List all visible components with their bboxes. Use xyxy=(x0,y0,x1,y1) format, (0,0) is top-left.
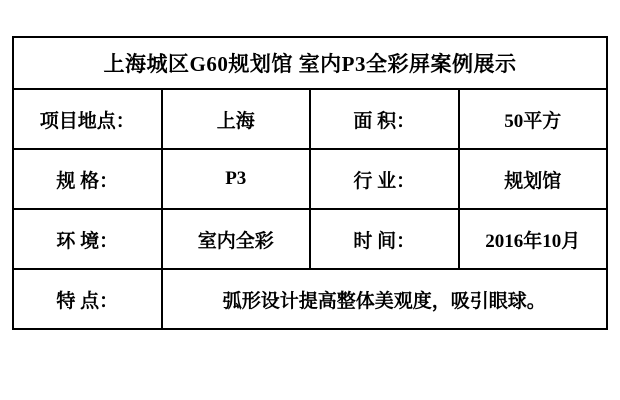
value-environment: 室内全彩 xyxy=(162,209,311,269)
table-row-title xyxy=(13,37,607,89)
label-specification: 规 格： xyxy=(13,149,162,209)
table-row xyxy=(13,209,607,269)
label-time: 时 间： xyxy=(310,209,459,269)
label-feature: 特 点： xyxy=(13,269,162,329)
table-row xyxy=(13,89,607,149)
value-area: 50平方 xyxy=(459,89,608,149)
project-spec-table xyxy=(12,36,608,330)
value-industry: 规划馆 xyxy=(459,149,608,209)
label-area: 面 积： xyxy=(310,89,459,149)
table-row xyxy=(13,149,607,209)
label-project-location: 项目地点： xyxy=(13,89,162,149)
value-project-location: 上海 xyxy=(162,89,311,149)
value-feature: 弧形设计提高整体美观度，吸引眼球。 xyxy=(162,269,608,329)
value-specification: P3 xyxy=(162,149,311,209)
value-time: 2016年10月 xyxy=(459,209,608,269)
table-row-feature xyxy=(13,269,607,329)
label-industry: 行 业： xyxy=(310,149,459,209)
page-title: 上海城区G60规划馆 室内P3全彩屏案例展示 xyxy=(13,37,607,89)
label-environment: 环 境： xyxy=(13,209,162,269)
